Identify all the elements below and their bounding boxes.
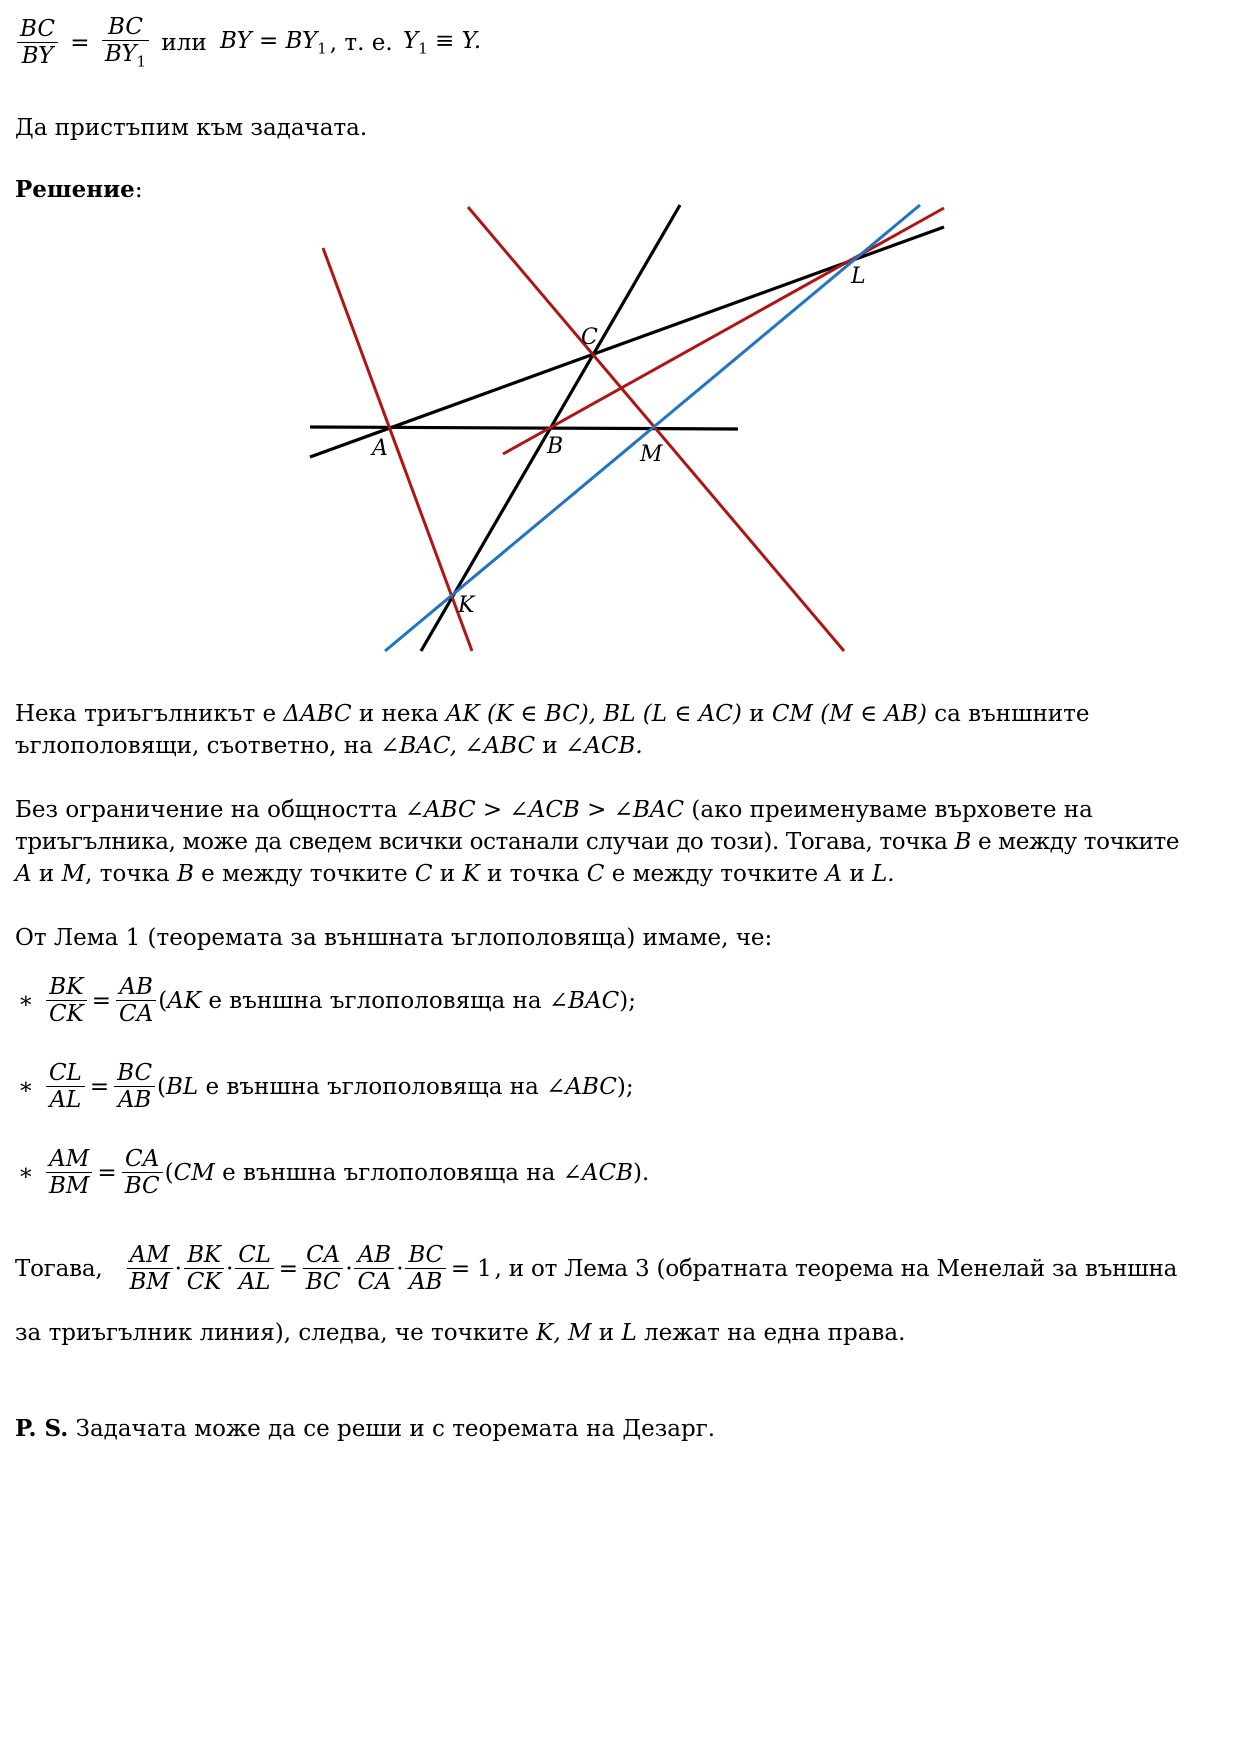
solution-heading: [15, 176, 143, 203]
text: и: [535, 733, 566, 759]
paragraph-2-line-1: [15, 797, 1093, 823]
fraction-denominator: CA: [357, 1269, 392, 1296]
fraction-denominator: BM: [129, 1269, 170, 1296]
dot-operator: ·: [226, 1255, 234, 1282]
fraction-numerator: CL: [235, 1242, 273, 1269]
text: и: [31, 861, 62, 887]
postscript-label: P. S.: [15, 1415, 69, 1442]
equals-sign: =: [278, 1255, 298, 1282]
fraction: [46, 1060, 85, 1114]
math: ∠ACB: [562, 1159, 634, 1186]
fraction: [46, 974, 87, 1028]
text: Без ограничение на общността: [15, 797, 405, 823]
equals-sign: =: [97, 1159, 117, 1186]
bullet-star: ∗: [18, 987, 34, 1014]
math-text: ≡ Y.: [435, 27, 482, 54]
figure-point-labels: [370, 264, 866, 618]
paragraph-2-line-2: [15, 829, 1179, 855]
fraction-denominator: AL: [238, 1269, 271, 1296]
fraction-denominator: BC: [305, 1269, 341, 1296]
math: C: [414, 861, 433, 887]
text: е външна ъглополовяща на: [201, 987, 549, 1014]
fraction: [405, 1242, 446, 1296]
geometry-figure: [300, 200, 950, 655]
dot-operator: ·: [174, 1255, 182, 1282]
fraction-denominator: CK: [186, 1269, 222, 1296]
fraction-numerator: BK: [184, 1242, 224, 1269]
fraction: [116, 974, 156, 1028]
conclusion-text: , и от Лема 3 (обратната теорема на Менелай за външна: [494, 1255, 1178, 1282]
text: и: [591, 1320, 622, 1346]
math: M: [61, 861, 86, 887]
fraction: [235, 1242, 273, 1296]
fraction-denominator: BC: [124, 1173, 160, 1200]
denominator-text: BY: [104, 41, 137, 68]
bullet-note: [158, 988, 636, 1014]
subscript: 1: [136, 53, 147, 72]
text: е между точките: [971, 829, 1180, 855]
math: ∠ABC > ∠ACB > ∠BAC: [404, 797, 685, 823]
math-by-equals: [220, 28, 327, 58]
fraction-numerator: AB: [354, 1242, 394, 1269]
math: ∠ACB.: [565, 733, 643, 759]
line-ab: [310, 427, 738, 429]
bullet-3: [15, 1146, 649, 1200]
solution-label: Решение: [15, 176, 135, 203]
paragraph-1-line-2: [15, 733, 643, 759]
fraction-numerator: CA: [303, 1242, 344, 1269]
math: B: [954, 829, 971, 855]
text: за триъгълник линия), следва, че точките: [15, 1320, 537, 1346]
label-a: A: [372, 436, 388, 461]
bullet-star: ∗: [18, 1159, 34, 1186]
fraction: [114, 1060, 155, 1114]
bullet-star: ∗: [18, 1073, 34, 1100]
fraction-numerator: BK: [46, 974, 87, 1001]
fraction-numerator: AB: [116, 974, 156, 1001]
fraction-numerator: AM: [46, 1146, 92, 1173]
fraction-denominator: BM: [48, 1173, 90, 1200]
word-or: или: [161, 29, 207, 56]
fraction-numerator: BC: [405, 1242, 446, 1269]
text: ).: [633, 1159, 650, 1186]
fraction-denominator: AB: [117, 1087, 152, 1114]
subscript: 1: [418, 39, 428, 58]
fraction-bc-by: [17, 16, 58, 70]
text: Нека триъгълникът е: [15, 701, 284, 727]
math: L.: [872, 861, 895, 887]
math: ΔABC: [283, 701, 352, 727]
math: K: [462, 861, 480, 887]
math: ∠BAC: [548, 987, 620, 1014]
fraction-numerator: CL: [46, 1060, 85, 1087]
math-text: BY = BY: [219, 27, 318, 54]
text: и: [432, 861, 463, 887]
fraction-numerator: AM: [127, 1242, 173, 1269]
math: AK (K ∈ BC), BL (L ∈ AC): [445, 701, 742, 727]
text: ъглополовящи, съответно, на: [15, 733, 381, 759]
bullet-1: [15, 974, 636, 1028]
intro-equation-line: [15, 14, 484, 71]
text: (: [158, 987, 168, 1014]
label-c: C: [581, 325, 598, 350]
paragraph-1-line-1: [15, 701, 1089, 727]
text: са външните: [926, 701, 1090, 727]
math: AK: [167, 987, 202, 1014]
fraction-numerator: BC: [114, 1060, 155, 1087]
paragraph-to-task: Да пристъпим към задачата.: [15, 115, 368, 141]
text: и нека: [351, 701, 446, 727]
fraction-numerator: BC: [102, 14, 149, 41]
fraction-denominator: BY: [21, 43, 54, 70]
figure-black-lines: [310, 205, 944, 651]
text: и точка: [479, 861, 587, 887]
fraction-numerator: CA: [122, 1146, 163, 1173]
equals-sign: =: [70, 29, 90, 56]
label-k: K: [458, 593, 475, 618]
math: A: [825, 861, 843, 887]
text: е между точките: [193, 861, 415, 887]
fraction-numerator: BC: [17, 16, 58, 43]
text: и: [741, 701, 772, 727]
dot-operator: ·: [396, 1255, 404, 1282]
fraction-denominator: AB: [409, 1269, 443, 1296]
math: ∠ABC: [546, 1073, 617, 1100]
dot-operator: ·: [345, 1255, 353, 1282]
math: CM: [173, 1159, 215, 1186]
text: );: [616, 1073, 634, 1100]
text-ie: , т. е.: [329, 29, 393, 56]
text: (: [164, 1159, 174, 1186]
paragraph-3: От Лема 1 (теоремата за външната ъглополовяща) имаме, че:: [15, 925, 773, 951]
conclusion-lead: Тогава,: [15, 1255, 103, 1282]
text: (: [157, 1073, 167, 1100]
subscript: 1: [317, 39, 327, 58]
bullet-2: [15, 1060, 634, 1114]
math: B: [176, 861, 194, 887]
text: е външна ъглополовяща на: [214, 1159, 563, 1186]
conclusion-line-1: [15, 1242, 1177, 1296]
text: , точка: [85, 861, 177, 887]
fraction: [127, 1242, 173, 1296]
bisector-ak: [323, 248, 472, 651]
math: BL: [166, 1073, 199, 1100]
math: C: [586, 861, 605, 887]
text: триъгълника, може да сведем всички останали случаи до този). Тогава, точка: [15, 829, 955, 855]
postscript-text: Задачата може да се реши и с теоремата на Дезарг.: [68, 1416, 716, 1442]
paragraph-2-line-3: [15, 861, 895, 887]
fraction: [122, 1146, 163, 1200]
text: лежат на една права.: [636, 1320, 906, 1346]
math: CM (M ∈ AB): [771, 701, 927, 727]
math-y1-equiv-y: [403, 28, 481, 58]
bullet-note: [157, 1074, 634, 1100]
fraction: [303, 1242, 344, 1296]
fraction: [184, 1242, 224, 1296]
fraction: [46, 1146, 92, 1200]
text: и: [842, 861, 872, 887]
fraction-denominator: [102, 41, 149, 71]
solution-colon: :: [134, 177, 143, 203]
postscript: [15, 1415, 715, 1442]
label-b: B: [547, 434, 564, 459]
fraction-denominator: CA: [119, 1001, 154, 1028]
fraction-bc-by1: [102, 14, 149, 71]
equals-one: = 1: [450, 1255, 492, 1282]
text: е външна ъглополовяща на: [198, 1073, 547, 1100]
text: );: [619, 987, 637, 1014]
fraction-denominator: AL: [49, 1087, 82, 1114]
equals-sign: =: [91, 987, 112, 1014]
math: L: [621, 1320, 637, 1346]
bisector-bl: [503, 208, 944, 454]
math: A: [15, 861, 32, 887]
math: ∠BAC, ∠ABC: [380, 733, 536, 759]
equals-sign: =: [89, 1073, 110, 1100]
fraction: [354, 1242, 394, 1296]
bullet-note: [165, 1160, 650, 1186]
label-m: M: [640, 442, 663, 467]
text: е между точките: [604, 861, 826, 887]
label-l: L: [851, 264, 866, 289]
fraction-denominator: CK: [48, 1001, 84, 1028]
text: (ако преименуваме върховете на: [684, 797, 1093, 823]
math: K, M: [536, 1320, 592, 1346]
math-text: Y: [403, 27, 419, 54]
conclusion-line-2: [15, 1320, 905, 1346]
